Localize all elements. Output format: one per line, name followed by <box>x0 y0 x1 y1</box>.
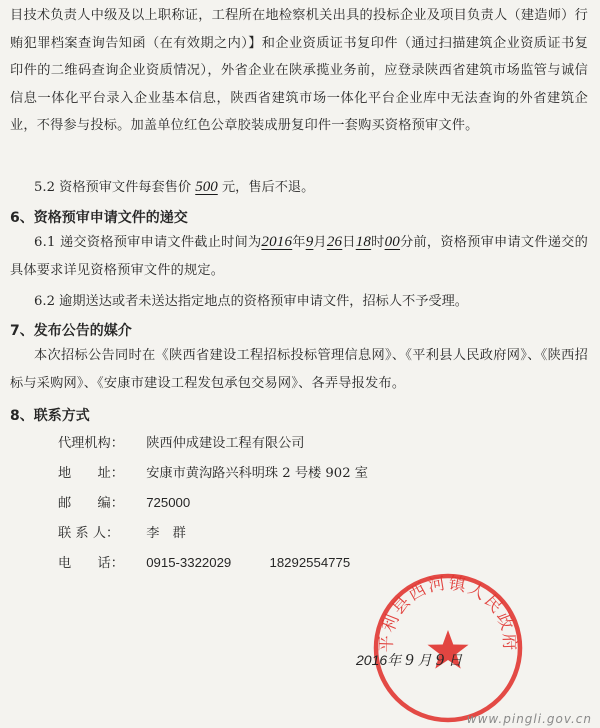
zip-label: 邮 编： <box>58 496 124 511</box>
agency-label: 代理机构： <box>58 436 124 451</box>
agency-name: 陕西仲成建设工程有限公司 <box>146 436 305 451</box>
address-label: 地 址： <box>58 466 124 481</box>
phone-mobile: 18292554775 <box>269 555 351 570</box>
agency-row <box>58 432 304 451</box>
day-unit: 日 <box>342 235 356 250</box>
deadline-prefix: 6.1 递交资格预审申请文件截止时间为 <box>34 235 262 250</box>
section-8-heading: 8、联系方式 <box>10 408 90 424</box>
sign-day-unit: 日 <box>448 654 463 669</box>
official-seal-stamp <box>368 568 528 728</box>
price-prefix: 5.2 资格预审文件每套售价 <box>34 180 192 195</box>
deadline-minute: 00 <box>384 234 401 250</box>
zip-row <box>58 492 190 511</box>
year-unit: 年 <box>292 235 306 250</box>
hour-unit: 时 <box>371 235 385 250</box>
intro-paragraph: 目技术负责人中级及以上职称证，工程所在地检察机关出具的投标企业及项目负责人（建造师）行贿犯罪档案查询告知函（在有效期之内）】和企业资质证书复印件（通过扫描建筑企业资质证书复印件的二维码查询企业资质情况），外省企业在陕承揽业务前，应登录陕西省建筑市场监管与诚信信息一体化平台录入企业基本信息，陕西省建筑市场一体化平台企业库中无法查询的外省建筑企业，不得参与投标。加盖单位红色公章胶装成册复印件一套购买资格预审文件。 <box>10 8 588 133</box>
phone-landline: 0915-3322029 <box>146 555 232 570</box>
contact-row <box>58 522 186 541</box>
deadline-year: 2016 <box>261 234 293 250</box>
deadline-paragraph <box>10 229 588 284</box>
price-value: 500 <box>195 179 218 195</box>
price-line <box>34 176 314 196</box>
deadline-day: 26 <box>326 234 343 250</box>
media-paragraph: 本次招标公告同时在《陕西省建设工程招标投标管理信息网》、《平利县人民政府网》、《陕西招标与采购网》、《安康市建设工程发包承包交易网》、各弄导报发布。 <box>10 348 588 391</box>
contact-value: 李 群 <box>146 526 186 541</box>
sign-month-unit: 月 <box>417 654 432 669</box>
deadline-month: 9 <box>305 234 314 250</box>
price-suffix: 元，售后不退。 <box>221 180 315 195</box>
contact-label: 联 系 人： <box>58 526 120 541</box>
sign-day: 9 <box>435 650 445 669</box>
section-6-heading: 6、资格预审申请文件的递交 <box>10 210 188 226</box>
zip-value: 725000 <box>146 495 191 510</box>
phone-row <box>58 552 350 571</box>
seal-text: 平利县西河镇人民政府 <box>376 573 520 653</box>
sign-year: 2016 <box>356 652 388 668</box>
deadline-suffix: 分前，资格预审申请文件递交的具体要求详见资格预审文件的规定。 <box>10 235 588 278</box>
month-unit: 月 <box>313 235 327 250</box>
sign-year-unit: 年 <box>387 654 402 669</box>
address-value: 安康市黄沟路兴科明珠 2 号楼 902 室 <box>146 466 368 481</box>
address-row <box>58 462 368 481</box>
signature-date <box>356 650 462 670</box>
site-watermark: www.pingli.gov.cn <box>466 712 592 726</box>
late-submission-note: 6.2 逾期送达或者未送达指定地点的资格预审申请文件，招标人不予受理。 <box>34 294 468 309</box>
phone-label: 电 话： <box>58 556 124 571</box>
deadline-hour: 18 <box>355 234 372 250</box>
sign-month: 9 <box>405 650 414 669</box>
section-7-heading: 7、发布公告的媒介 <box>10 323 132 339</box>
